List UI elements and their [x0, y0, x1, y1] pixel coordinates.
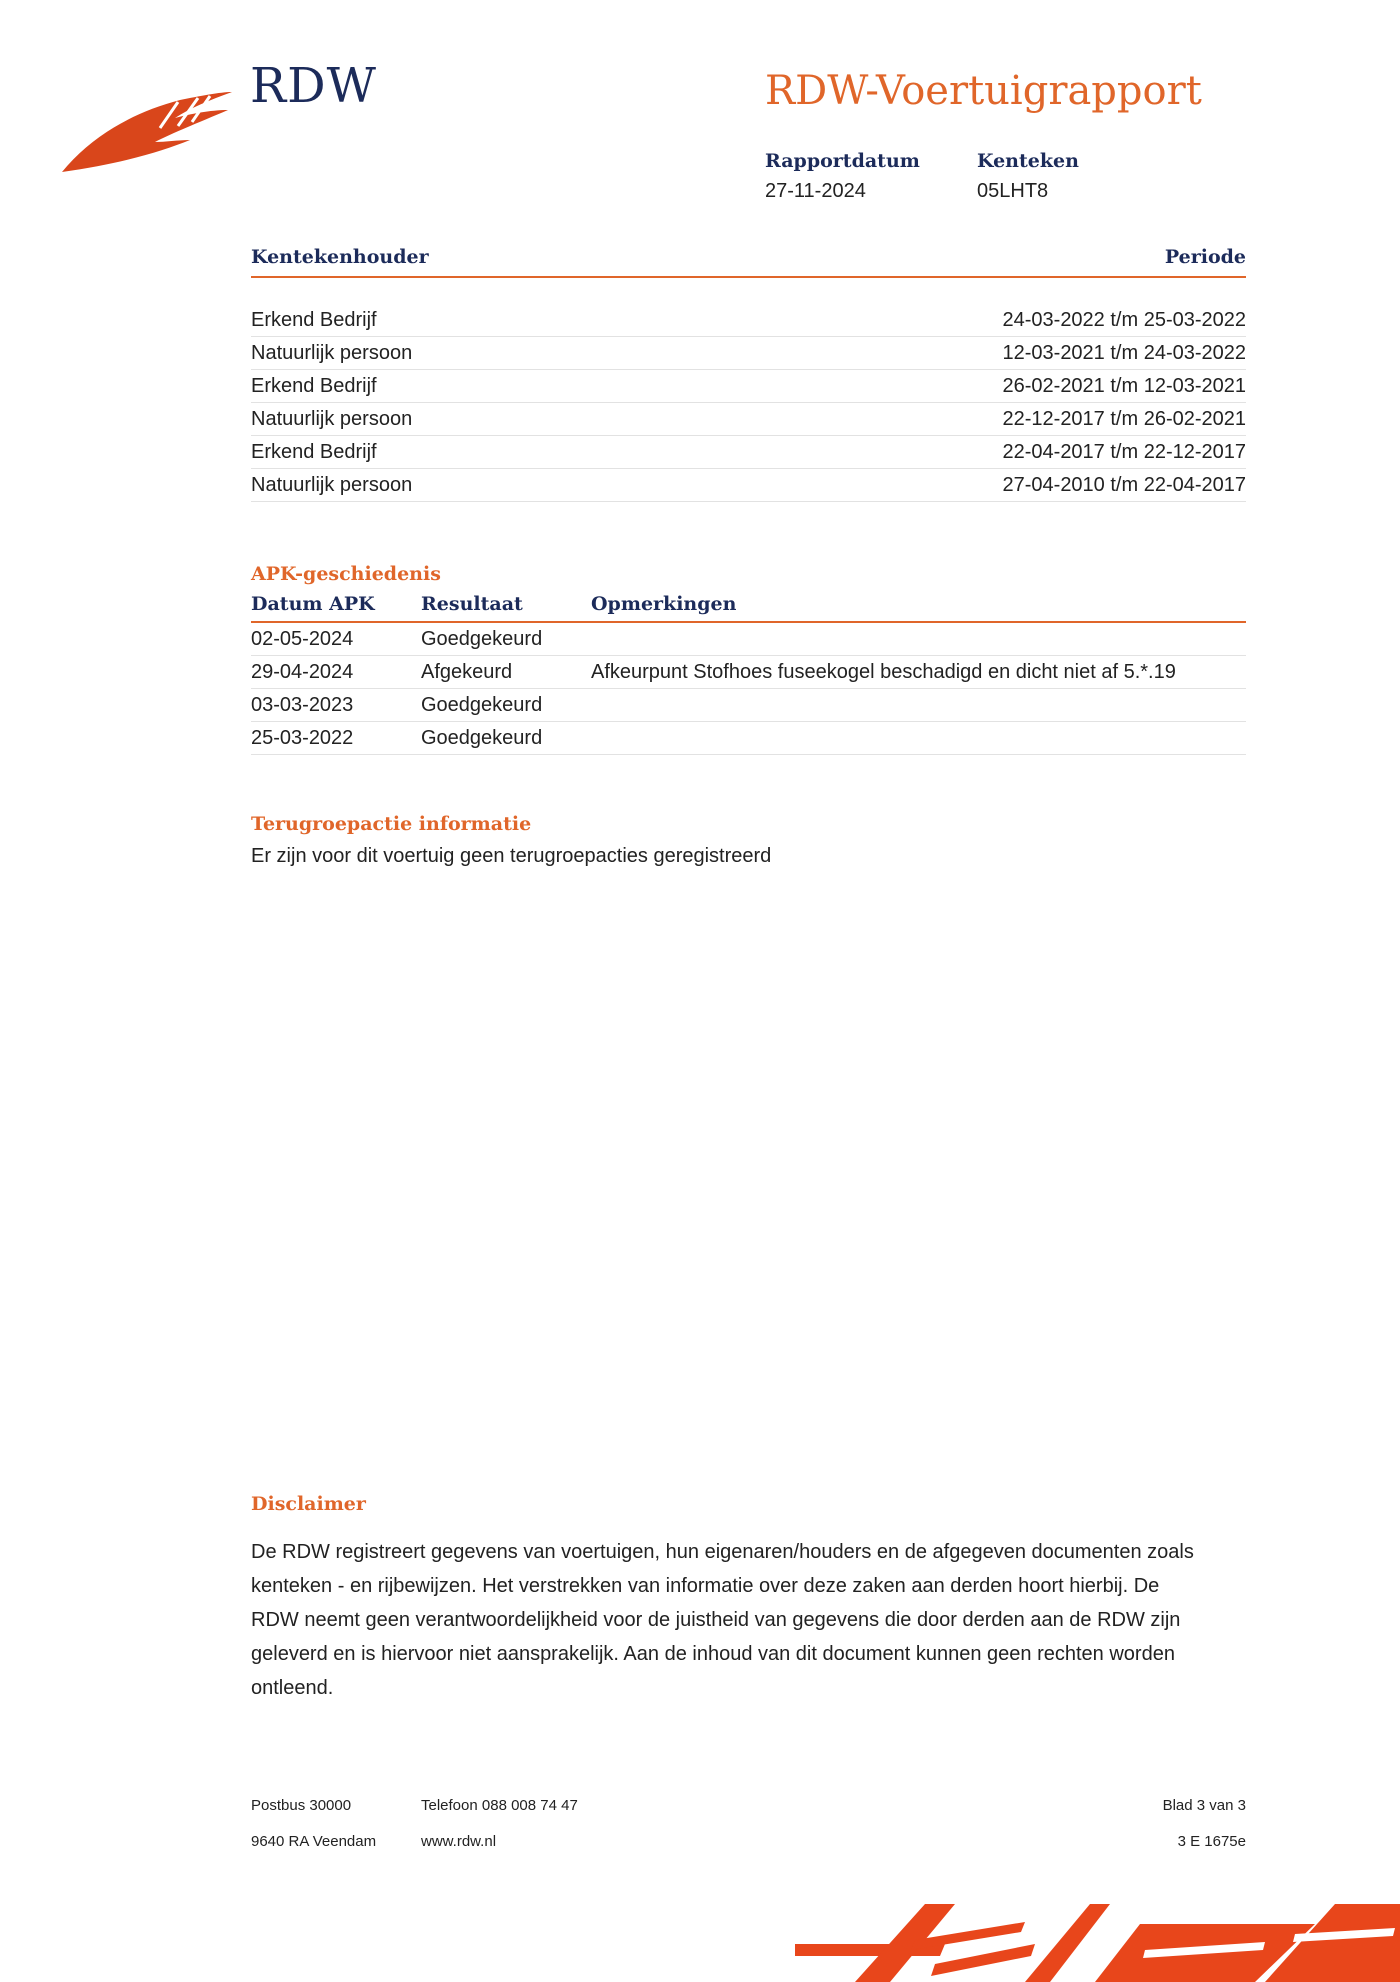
footer-doc-code: 3 E 1675e: [1177, 1833, 1246, 1850]
table-row: [251, 722, 1246, 755]
footer-postbus: Postbus 30000: [251, 1797, 352, 1814]
disclaimer-text: [251, 1535, 1261, 1705]
owners-header-row: [251, 246, 1246, 278]
recall-text: Er zijn voor dit voertuig geen terugroepacties geregistreerd: [251, 845, 772, 867]
table-row: [251, 689, 1246, 722]
disclaimer-section: [251, 1493, 1261, 1705]
table-row: [251, 370, 1246, 403]
holder-cell: Natuurlijk persoon: [251, 473, 413, 496]
report-date-value: 27-11-2024: [765, 180, 866, 202]
apk-remarks-cell: Afkeurpunt Stofhoes fuseekogel beschadigd en dicht niet af 5.*.19: [591, 660, 1176, 683]
col-remarks-header: Opmerkingen: [591, 593, 737, 615]
disclaimer-line: ontleend.: [251, 1677, 334, 1699]
orange-stripes-decoration-icon: [795, 1904, 1400, 1982]
plate-block: [977, 150, 1079, 203]
table-row: [251, 469, 1246, 502]
footer-web-link[interactable]: www.rdw.nl: [421, 1833, 497, 1850]
plate-value: 05LHT8: [977, 180, 1049, 202]
report-date-label: Rapportdatum: [765, 150, 920, 172]
period-cell: 27-04-2010 t/m 22-04-2017: [1002, 473, 1246, 496]
period-cell: 22-12-2017 t/m 26-02-2021: [1002, 407, 1246, 430]
recall-title: Terugroepactie informatie: [251, 813, 532, 835]
table-row: [251, 337, 1246, 370]
apk-date-cell: 03-03-2023: [251, 693, 354, 716]
holder-cell: Erkend Bedrijf: [251, 374, 377, 397]
disclaimer-title: Disclaimer: [251, 1493, 366, 1515]
period-cell: 24-03-2022 t/m 25-03-2022: [1002, 308, 1246, 331]
disclaimer-line: RDW neemt geen verantwoordelijkheid voor de juistheid van gegevens die door derden aan de RDW zijn: [251, 1609, 1181, 1631]
disclaimer-line: kenteken - en rijbewijzen. Het verstrekken van informatie over deze zaken aan derden hoort hierbij. De: [251, 1575, 1160, 1597]
apk-result-cell: Afgekeurd: [421, 660, 513, 683]
footer-page-number: Blad 3 van 3: [1162, 1797, 1246, 1814]
apk-date-cell: 02-05-2024: [251, 627, 354, 650]
table-row: [251, 304, 1246, 337]
report-title: RDW-Voertuigrapport: [765, 68, 1202, 114]
holder-cell: Erkend Bedrijf: [251, 308, 377, 331]
apk-result-cell: Goedgekeurd: [421, 693, 543, 716]
disclaimer-line: geleverd en is hiervoor niet aansprakelijk. Aan de inhoud van dit document kunnen geen rechten worden: [251, 1643, 1175, 1665]
table-row: [251, 656, 1246, 689]
holder-cell: Erkend Bedrijf: [251, 440, 377, 463]
col-result-header: Resultaat: [421, 593, 523, 615]
table-row: [251, 623, 1246, 656]
apk-section: [251, 563, 1246, 755]
owners-table: [251, 246, 1246, 502]
apk-result-cell: Goedgekeurd: [421, 627, 543, 650]
col-date-header: Datum APK: [251, 593, 375, 615]
holder-cell: Natuurlijk persoon: [251, 341, 413, 364]
table-row: [251, 403, 1246, 436]
col-period-header: Periode: [1164, 246, 1246, 268]
rdw-wing-logo-icon: [60, 88, 235, 178]
plate-label: Kenteken: [977, 150, 1079, 172]
apk-date-cell: 29-04-2024: [251, 660, 354, 683]
period-cell: 22-04-2017 t/m 22-12-2017: [1002, 440, 1246, 463]
owners-rows: [251, 304, 1246, 502]
apk-result-cell: Goedgekeurd: [421, 726, 543, 749]
table-row: [251, 436, 1246, 469]
period-cell: 26-02-2021 t/m 12-03-2021: [1002, 374, 1246, 397]
period-cell: 12-03-2021 t/m 24-03-2022: [1002, 341, 1246, 364]
recall-section: [251, 813, 1246, 868]
report-date-block: [765, 150, 920, 203]
apk-header-row: [251, 593, 1246, 623]
apk-date-cell: 25-03-2022: [251, 726, 354, 749]
footer-city: 9640 RA Veendam: [251, 1833, 377, 1850]
disclaimer-line: De RDW registreert gegevens van voertuigen, hun eigenaren/houders en de afgegeven documenten zoals: [251, 1541, 1194, 1563]
footer-phone: Telefoon 088 008 74 47: [421, 1797, 578, 1814]
col-holder-header: Kentekenhouder: [251, 246, 429, 268]
apk-title: APK-geschiedenis: [251, 563, 441, 585]
holder-cell: Natuurlijk persoon: [251, 407, 413, 430]
brand-name: RDW: [250, 58, 377, 114]
